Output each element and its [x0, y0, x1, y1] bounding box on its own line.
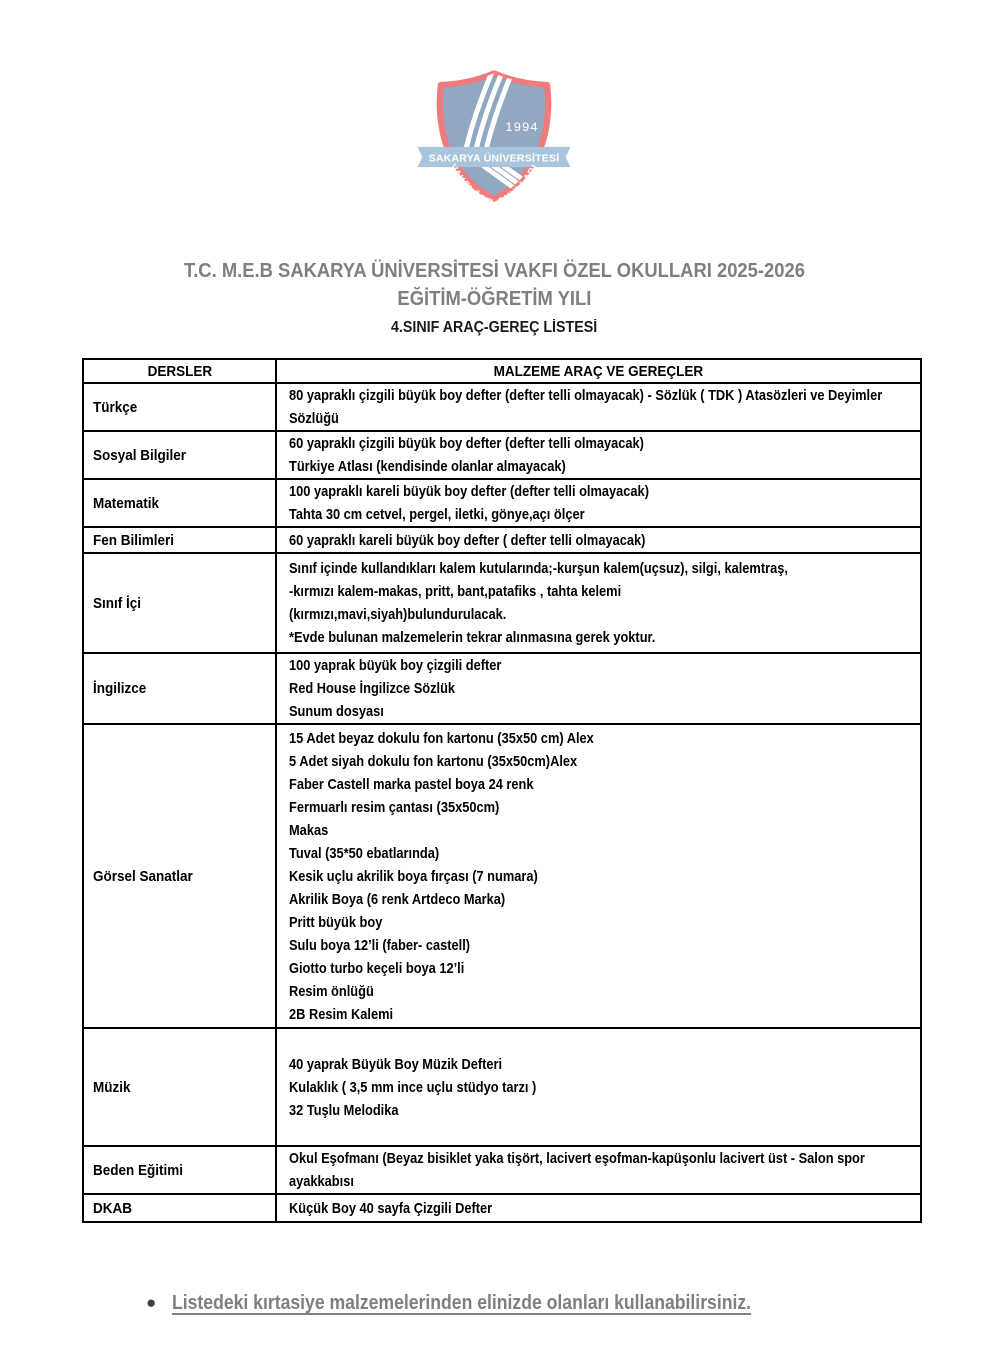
items-cell — [289, 1197, 915, 1220]
items-cell — [289, 1053, 915, 1122]
list-subtitle-text: 4.SINIF ARAÇ-GEREÇ LİSTESİ — [390, 319, 598, 336]
items-cell — [289, 432, 915, 478]
items-cell — [289, 654, 915, 723]
column-header-dersler-text: DERSLER — [147, 362, 212, 380]
cell-line: Faber Castell marka pastel boya 24 renk — [289, 775, 534, 793]
items-cell — [289, 384, 915, 430]
cell-line: Türkiye Atlası (kendisinde olanlar almayacak) — [289, 458, 566, 475]
cell-line: -kırmızı kalem-makas, pritt, bant,patafiks , tahta kelemi — [289, 583, 622, 600]
course-label: İngilizce — [93, 680, 147, 697]
cell-line: 2B Resim Kalemi — [289, 1005, 394, 1023]
cell-line: 80 yapraklı çizgili büyük boy defter (defter telli olmayacak) - Sözlük ( TDK ) Atasözleri ve Deyimler Sözlüğü — [289, 387, 883, 427]
footer-note — [146, 1290, 830, 1316]
course-label: Türkçe — [93, 398, 138, 416]
column-header-malzeme — [276, 359, 921, 383]
cell-line: 100 yapraklı kareli büyük boy defter (defter telli olmayacak) — [289, 483, 649, 500]
cell-line: *Evde bulunan malzemelerin tekrar alınmasına gerek yoktur. — [289, 629, 656, 646]
cell-line: Tahta 30 cm cetvel, pergel, iletki, gönye,açı ölçer — [289, 506, 585, 523]
logo-banner-text: SAKARYA ÜNİVERSİTESİ — [428, 153, 560, 165]
title-line-2 — [0, 285, 988, 313]
cell-line: 100 yaprak büyük boy çizgili defter — [289, 657, 502, 674]
cell-line: Giotto turbo keçeli boya 12’li — [289, 959, 465, 977]
cell-line: Kesik uçlu akrilik boya fırçası (7 numara) — [289, 867, 538, 885]
items-cell — [289, 480, 915, 526]
cell-line: Sunum dosyası — [289, 703, 384, 720]
cell-line: Makas — [289, 821, 329, 839]
cell-line: Pritt büyük boy — [289, 913, 383, 931]
table-row-ingilizce — [83, 653, 921, 724]
table-row-matematik — [83, 479, 921, 527]
footer-note-text: Listedeki kırtasiye malzemelerinden elinizde olanları kullanabilirsiniz. — [172, 1292, 752, 1314]
course-label: DKAB — [93, 1199, 133, 1217]
cell-line: Tuval (35*50 ebatlarında) — [289, 844, 440, 862]
items-cell — [289, 529, 915, 552]
logo-year-text: 1994 — [505, 120, 539, 134]
list-subtitle — [0, 318, 988, 338]
document-header — [0, 257, 988, 338]
table-row-muzik — [83, 1028, 921, 1146]
supplies-table — [82, 358, 922, 1223]
items-cell — [289, 727, 915, 1026]
table-header-row — [83, 359, 921, 383]
bullet-icon: ● — [146, 1293, 157, 1312]
course-label: Fen Bilimleri — [93, 531, 175, 549]
table-row-gorsel-sanatlar — [83, 724, 921, 1028]
table-row-fen-bilimleri — [83, 527, 921, 553]
table-row-beden-egitimi — [83, 1146, 921, 1194]
cell-line: 60 yapraklı çizgili büyük boy defter (defter telli olmayacak) — [289, 435, 644, 452]
table-row-sosyal-bilgiler — [83, 431, 921, 479]
cell-line: Sınıf içinde kullandıkları kalem kutularında;-kurşun kalem(uçsuz), silgi, kalemtraş, — [289, 560, 788, 577]
course-label: Görsel Sanatlar — [93, 867, 193, 885]
title-line-1 — [0, 257, 988, 285]
cell-line: Fermuarlı resim çantası (35x50cm) — [289, 798, 500, 816]
cell-line: Kulaklık ( 3,5 mm ince uçlu stüdyo tarzı ) — [289, 1078, 537, 1096]
items-cell — [289, 1147, 915, 1193]
cell-line: 40 yaprak Büyük Boy Müzik Defteri — [289, 1055, 503, 1073]
column-header-malzeme-text: MALZEME ARAÇ VE GEREÇLER — [493, 362, 704, 380]
items-cell — [289, 557, 915, 649]
title-line-1-text: T.C. M.E.B SAKARYA ÜNİVERSİTESİ VAKFI ÖZEL OKULLARI 2025-2026 — [183, 260, 805, 282]
table-row-sinif-ici — [83, 553, 921, 653]
cell-line: Akrilik Boya (6 renk Artdeco Marka) — [289, 890, 506, 908]
school-logo — [416, 66, 572, 214]
cell-line: 32 Tuşlu Melodika — [289, 1101, 399, 1119]
school-crest-icon — [416, 66, 572, 214]
table-row-dkab — [83, 1194, 921, 1222]
cell-line: Küçük Boy 40 sayfa Çizgili Defter — [289, 1199, 493, 1217]
logo-arc-text: VAKFI ÖZEL OKULLARI — [447, 162, 541, 209]
cell-line: Resim önlüğü — [289, 982, 374, 1000]
course-label: Müzik — [93, 1078, 131, 1096]
course-label: Beden Eğitimi — [93, 1161, 184, 1179]
course-label: Sosyal Bilgiler — [93, 446, 187, 464]
course-label: Sınıf İçi — [93, 594, 142, 612]
cell-line: Okul Eşofmanı (Beyaz bisiklet yaka tişört, lacivert eşofman-kapüşonlu lacivert üst - Salon spor ayakkabısı — [289, 1150, 865, 1190]
cell-line: 15 Adet beyaz dokulu fon kartonu (35x50 cm) Alex — [289, 729, 594, 747]
cell-line: Sulu boya 12’li (faber- castell) — [289, 936, 471, 954]
column-header-dersler — [83, 359, 276, 383]
cell-line: 60 yapraklı kareli büyük boy defter ( defter telli olmayacak) — [289, 531, 646, 549]
table-row-turkce — [83, 383, 921, 431]
cell-line: Red House İngilizce Sözlük — [289, 680, 456, 697]
title-line-2-text: EĞİTİM-ÖĞRETİM YILI — [397, 288, 591, 310]
cell-line: (kırmızı,mavi,siyah)bulundurulacak. — [289, 606, 507, 623]
course-label: Matematik — [93, 494, 160, 512]
cell-line: 5 Adet siyah dokulu fon kartonu (35x50cm)Alex — [289, 752, 578, 770]
